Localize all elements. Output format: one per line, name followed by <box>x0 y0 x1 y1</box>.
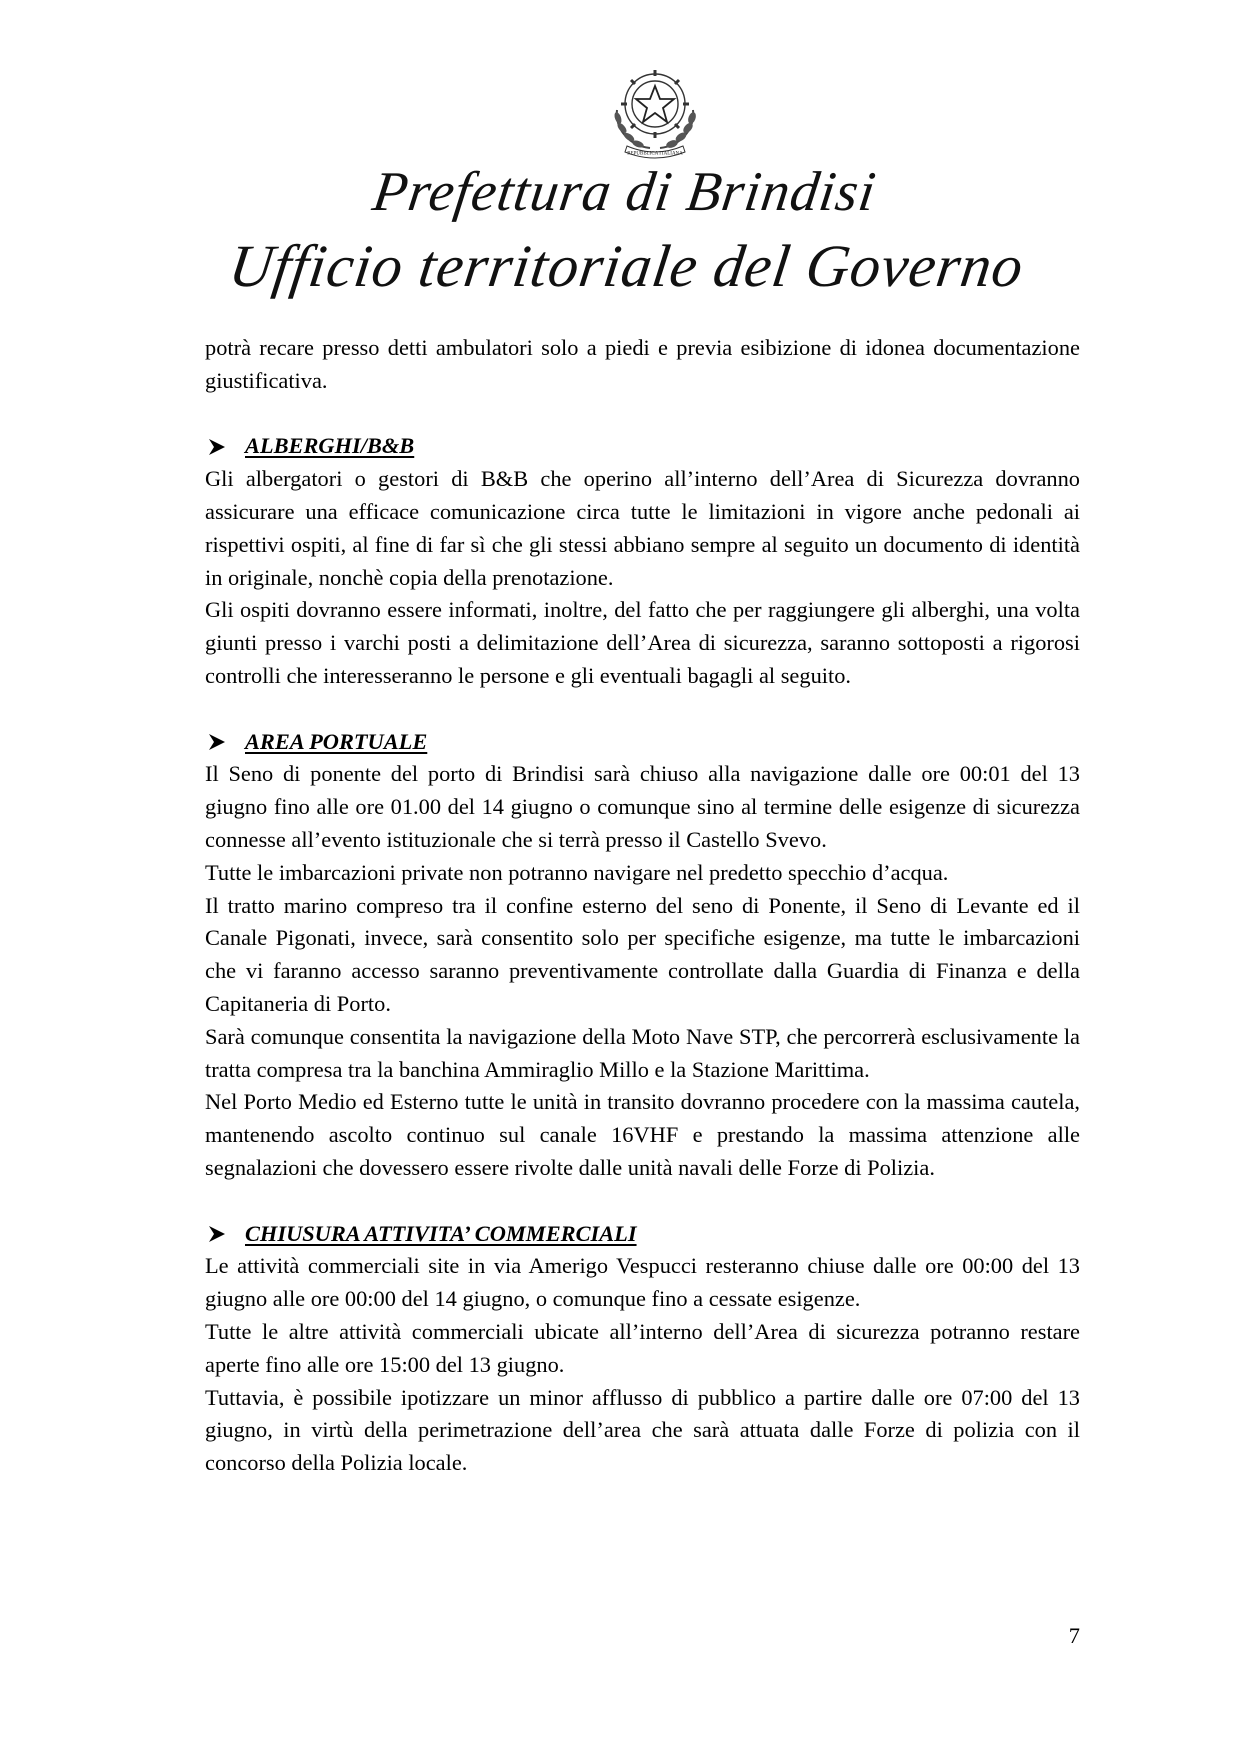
header-prefecture-name: Prefettura di Brindisi <box>369 161 880 223</box>
section-title: CHIUSURA ATTIVITA’ COMMERCIALI <box>245 1220 637 1246</box>
section-paragraph: Il Seno di ponente del porto di Brindisi sarà chiuso alla navigazione dalle ore 00:01 del 13 giugno fino alle ore 01.00 del 14 giugno o comunque sino al termine delle esigenze di sicurezza connesse all’evento istituzionale che si terrà presso il Castello Svevo. <box>205 761 1080 852</box>
arrowhead-bullet-icon <box>207 1224 227 1244</box>
section-paragraph: Le attività commerciali site in via Amerigo Vespucci resteranno chiuse dalle ore 00:00 del 13 giugno alle ore 00:00 del 14 giugno, o comunque fino a cessate esigenze. <box>205 1253 1080 1312</box>
section-paragraph: Tuttavia, è possibile ipotizzare un minor afflusso di pubblico a partire dalle ore 07:00 del 13 giugno, in virtù della perimetrazione dell’area che sarà attuata dalle Forze di polizia con il concorso della Polizia locale. <box>205 1384 1080 1476</box>
intro-paragraph: potrà recare presso detti ambulatori solo a piedi e previa esibizione di idonea documentazione giustificativa. <box>205 335 1080 393</box>
document-body <box>205 332 1080 1480</box>
section-heading <box>205 1218 1080 1251</box>
section-alberghi <box>205 430 1080 692</box>
arrowhead-bullet-icon <box>207 732 227 752</box>
section-paragraph: Tutte le imbarcazioni private non potranno navigare nel predetto specchio d’acqua. <box>205 859 949 885</box>
section-heading <box>205 430 1080 463</box>
section-paragraph: Nel Porto Medio ed Esterno tutte le unità in transito dovranno procedere con la massima cautela, mantenendo ascolto continuo sul canale 16VHF e prestando la massima attenzione alle segnalazioni che dovessero essere rivolte dalle unità navali delle Forze di Polizia. <box>205 1089 1080 1180</box>
italian-republic-emblem-icon <box>605 60 705 160</box>
section-paragraph: Gli albergatori o gestori di B&B che operino all’interno dell’Area di Sicurezza dovranno assicurare una efficace comunicazione circa tutte le limitazioni in vigore anche pedonali ai rispettivi ospiti, al fine di far sì che gli stessi abbiano sempre al seguito un documento di identità in originale, nonchè copia della prenotazione. <box>205 466 1080 590</box>
section-title: ALBERGHI/B&B <box>245 433 415 459</box>
section-chiusura-attivita <box>205 1218 1080 1480</box>
section-title: AREA PORTUALE <box>245 728 428 754</box>
arrowhead-bullet-icon <box>207 437 227 457</box>
section-heading <box>205 726 1080 759</box>
spacer <box>205 398 1080 431</box>
section-paragraph: Il tratto marino compreso tra il confine esterno del seno di Ponente, il Seno di Levante ed il Canale Pigonati, invece, sarà consentito solo per specifiche esigenze, ma tutte le imbarcazioni che vi faranno accesso saranno preventivamente controllate dalla Guardia di Finanza e della Capitaneria di Porto. <box>205 892 1080 1016</box>
spacer <box>205 1185 1080 1218</box>
spacer <box>205 693 1080 726</box>
header-office-name: Ufficio territoriale del Governo <box>225 233 1028 299</box>
section-paragraph: Tutte le altre attività commerciali ubicate all’interno dell’Area di sicurezza potranno restare aperte fino alle ore 15:00 del 13 giugno. <box>205 1318 1080 1377</box>
page-number: 7 <box>1068 1623 1080 1648</box>
section-paragraph: Sarà comunque consentita la navigazione della Moto Nave STP, che percorrerà esclusivamente la tratta compresa tra la banchina Ammiraglio Millo e la Stazione Marittima. <box>205 1023 1080 1082</box>
svg-text:REPUBBLICA ITALIANA: REPUBBLICA ITALIANA <box>627 151 683 157</box>
section-area-portuale <box>205 726 1080 1185</box>
section-paragraph: Gli ospiti dovranno essere informati, inoltre, del fatto che per raggiungere gli alberghi, una volta giunti presso i varchi posti a delimitazione dell’Area di sicurezza, saranno sottoposti a rigorosi controlli che interesseranno le persone e gli eventuali bagagli al seguito. <box>205 597 1080 688</box>
